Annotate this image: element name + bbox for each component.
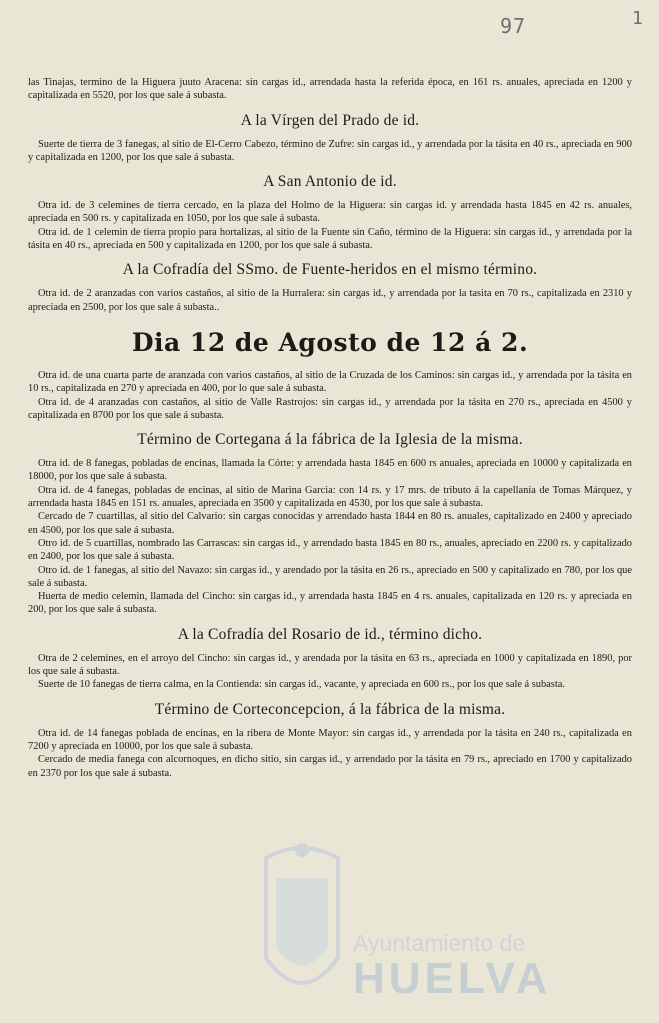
paragraph: Suerte de tierra de 3 fanegas, al sitio de El-Cerro Cabezo, término de Zufre: sin cargas id., y arrendada por la tásita en 40 rs., apreciada en 900 y capitalizada en 1200, por los que sale á subasta. <box>28 138 632 163</box>
paragraph: Huerta de medio celemin, llamada del Cincho: sin cargas id., y arrendada hasta 1845 en 4 rs. anuales, capitalizada en 120 rs. y apreciada en 200, por los que sale á subasta. <box>28 591 632 616</box>
watermark-line2: HUELVA <box>353 954 552 1003</box>
city-shield-icon <box>258 838 346 1008</box>
paragraph: Otra id. de 3 celemines de tierra cercado, en la plaza del Holmo de la Higuera: sin cargas id. y arrendada hasta 1845 en 42 rs. anuales, apreciada en 500 rs. y capitalizada en 1050, por los que sale á subasta. <box>28 200 632 225</box>
paragraph: Suerte de 10 fanegas de tierra calma, en la Contienda: sin cargas id., vacante, y apreciada en 600 rs., por los que sale á subasta. <box>38 679 565 691</box>
paragraph: Otro id. de 5 cuartillas, nombrado las Carrascas: sin cargas id., y arrendado basta 1845 en 80 rs., anuales, apreciado en 2200 rs. y capitalizado en 2400, por los que sale á subasta. <box>28 537 632 563</box>
paragraph: Cercado de 7 cuartillas, al sitio del Calvario: sin cargas conocidas y arrendado hasta 1844 en 80 rs. anuales, capitalizado en 2400 y apreciado en 4500, por los que sale á subasta. <box>28 511 632 536</box>
paragraph: Otro id. de 1 fanegas, al sitio del Navazo: sin cargas id., y arendado por la tásita en 26 rs., apreciado en 500 y capitalizado en 780, por los que sale á subasta. <box>28 564 632 589</box>
paragraph: Otra de 2 celemines, en el arroyo del Cincho: sin cargas id., y arendada por la tásita en 63 rs., apreciada en 1000 y capitalizada en 1890, por los que sale á subasta. <box>28 652 632 678</box>
section-heading: A la Vírgen del Prado de id. <box>240 111 420 129</box>
section-heading: Término de Corteconcepcion, á la fábrica de la misma. <box>154 700 506 718</box>
paragraph: Otra id. de 4 aranzadas con castaños, al sitio de Valle Rastrojos: sin cargas id., y arrendada por la tásita en 270 rs., apreciada en 4500 y capitalizada en 8700 por los que sale á subasta. <box>28 396 632 421</box>
folio-number: 97 <box>500 14 527 38</box>
section-heading: A la Cofradía del Rosario de id., término dicho. <box>177 625 483 643</box>
paragraph: Otra id. de 1 celemin de tierra propio para hortalizas, al sitio de la Fuente sin Caño, término de la Higuera: sin cargas id., y arrendada por la tásita en 40 rs., apreciada en 500 y capitalizada en 1200, por los que sale á subasta. <box>28 226 632 252</box>
section-heading: A la Cofradía del SSmo. de Fuente-heridos en el mismo término. <box>122 261 538 279</box>
day-heading: Dia 12 de Agosto de 12 á 2. <box>131 327 529 357</box>
watermark-line1: Ayuntamiento de <box>353 930 526 956</box>
paragraph: Otra id. de 2 aranzadas con varios castaños, al sitio de la Hurralera: sin cargas id., y arrendada por la tasita en 70 rs., capitalizada en 2310 y apreciada en 2500, por los que sale á subasta.. <box>28 288 632 313</box>
section-heading: Término de Cortegana á la fábrica de la Iglesia de la misma. <box>137 431 523 449</box>
document-body <box>28 76 632 780</box>
paragraph: Cercado de media fanega con alcornoques, en dicho sitio, sin cargas id., y arrendado por la tásita en 79 rs., apreciado en 1700 y capitalizado en 2370 por los que sale á subasta. <box>28 754 632 779</box>
section-heading: A San Antonio de id. <box>263 173 397 191</box>
paragraph: Otra id. de 14 fanegas poblada de encinas, en la ribera de Monte Mayor: sin cargas id., y arrendada por la tásita en 240 rs., capitalizada en 7200 y apreciada en 10000, por los que sale á subasta. <box>28 727 632 752</box>
paragraph: Otra id. de 4 fanegas, pobladas de encinas, al sitio de Marina Garcia: con 14 rs. y 17 mrs. de tributo á la capellanía de Tomas Márquez, y arrendada hasta 1845 en 151 rs. anuales, apreciada en 3500 y capitalizada en 4530, por los que sale á subasta. <box>28 484 632 510</box>
paragraph: las Tinajas, termino de la Higuera juuto Aracena: sin cargas id., arrendada hasta la referida época, en 161 rs. anuales, apreciada en 1200 y capitalizada en 5520, por los que sale á subasta. <box>28 77 632 102</box>
watermark <box>258 838 558 1023</box>
paragraph: Otra id. de una cuarta parte de aranzada con varios castaños, al sitio de la Cruzada de los Caminos: sin cargas id., y arrendada por la tásita en 10 rs., capitalizada en 270 y apreciada en 400, por lo que sale á subasta. <box>28 369 632 395</box>
corner-mark: 1 <box>632 8 643 29</box>
paragraph: Otra id. de 8 fanegas, pobladas de encinas, llamada la Córte: y arrendada hasta 1845 en 600 rs anuales, apreciada en 10000 y capitalizada en 18000, por los que sale á subasta. <box>28 458 632 483</box>
